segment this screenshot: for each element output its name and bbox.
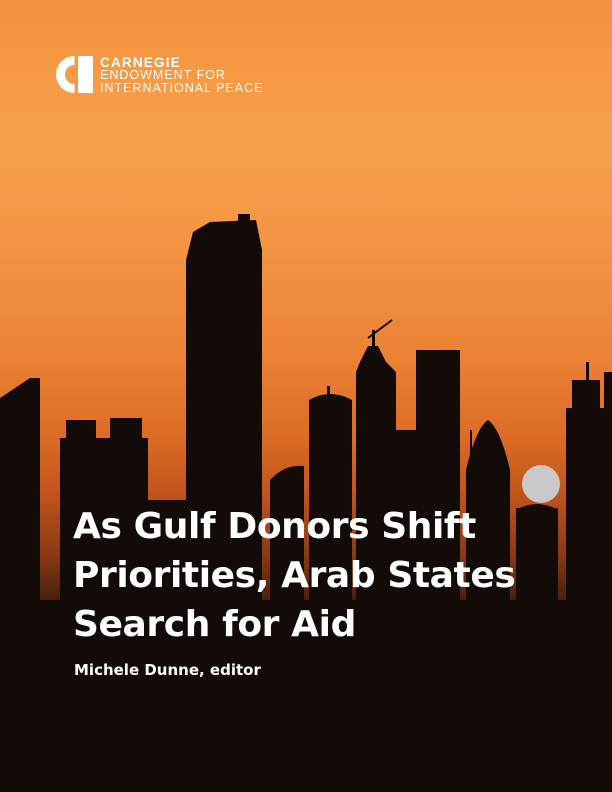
- carnegie-c-icon: [56, 56, 93, 93]
- logo-line-international-peace: INTERNATIONAL PEACE: [100, 80, 264, 95]
- logo-line-carnegie: CARNEGIE: [100, 55, 181, 70]
- logo-wordmark: [100, 57, 263, 94]
- setting-sun: [522, 465, 560, 503]
- title-line-1: As Gulf Donors Shift: [73, 506, 476, 547]
- logo-line-endowment: ENDOWMENT FOR: [100, 68, 226, 82]
- title-line-2: Priorities, Arab States: [73, 555, 516, 596]
- report-title: [73, 502, 593, 649]
- title-line-3: Search for Aid: [73, 604, 356, 645]
- author-byline: Michele Dunne, editor: [74, 661, 261, 679]
